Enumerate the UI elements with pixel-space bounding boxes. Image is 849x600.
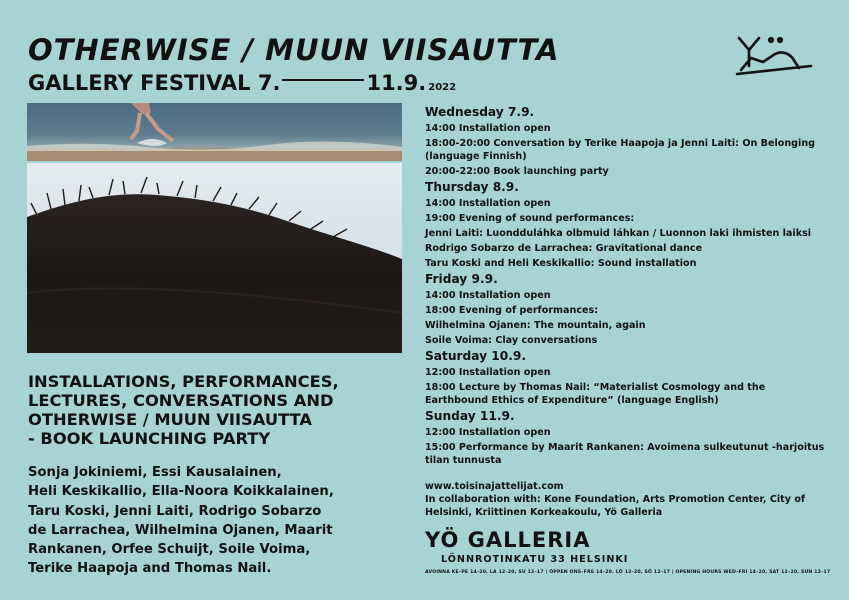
beach-runner-photo (27, 103, 402, 161)
schedule-event: Soile Voima: Clay conversations (425, 335, 598, 346)
date-range-dash (282, 79, 364, 81)
schedule-day (425, 348, 830, 407)
schedule-event: Rodrigo Sobarzo de Larrachea: Gravitational dance (425, 243, 703, 254)
day-heading: Saturday 10.9. (425, 349, 526, 364)
subtitle-end: 11.9. (366, 71, 427, 95)
schedule-day (425, 408, 830, 467)
schedule-event: 14:00 Installation open (425, 198, 551, 209)
opening-hours: AVOINNA KE–PE 14–20, LA 12–20, SU 12–17 | ÖPPEN ONS–FRE 14–20, LÖ 12–20, SÖ 12–17 | OPENING HOURS WED–FRI 14–20, SAT 12–20, SUN 12–17 (425, 570, 831, 575)
website-link[interactable]: www.toisinajattelijat.com (425, 481, 564, 492)
subtitle-year: 2022 (428, 82, 457, 93)
day-heading: Thursday 8.9. (425, 180, 519, 195)
schedule-event: 20:00-22:00 Book launching party (425, 166, 609, 177)
schedule-event: 12:00 Installation open (425, 427, 551, 439)
subtitle-start: GALLERY FESTIVAL 7. (28, 71, 281, 95)
schedule-event: 18:00-20:00 Conversation by Terike Haapoja ja Jenni Laiti: On Belonging (language Finnish) (425, 137, 816, 162)
day-heading: Friday 9.9. (425, 272, 498, 287)
yo-galleria-logo-icon (733, 32, 813, 78)
schedule-day (425, 104, 830, 178)
schedule-day (425, 271, 830, 347)
schedule-event: Jenni Laiti: Luondduláhka olbmuid láhkan / Luonnon laki ihmisten laiksi (425, 228, 812, 239)
schedule-event: 15:00 Performance by Maarit Rankanen: Avoimena sulkeutunut -harjoitus tilan tunnusta (425, 442, 825, 467)
contact-info (425, 480, 835, 519)
schedule-event: Wilhelmina Ojanen: The mountain, again (425, 320, 646, 331)
schedule-event: 12:00 Installation open (425, 367, 551, 378)
horse-mane-photo (27, 163, 402, 353)
artist-list: Sonja Jokiniemi, Essi Kausalainen, Heli Keskikallio, Ella-Noora Koikkalainen, Taru Koski, Jenni Laiti, Rodrigo Sobarzo de Larrachea, Wilhelmina Ojanen, Maarit Rankanen, Orfee Schuijt, Soile Voima, Terike Haapoja and Thomas Nail. (28, 465, 334, 577)
schedule-event: 19:00 Evening of sound performances: (425, 213, 635, 224)
festival-title: OTHERWISE / MUUN VIISAUTTA (28, 33, 560, 67)
schedule-event: 14:00 Installation open (425, 290, 551, 301)
day-heading: Sunday 11.9. (425, 409, 515, 424)
program-headline: INSTALLATIONS, PERFORMANCES, LECTURES, CONVERSATIONS AND OTHERWISE / MUUN VIISAUTTA - BOOK LAUNCHING PARTY (28, 372, 339, 448)
schedule-day (425, 179, 830, 270)
festival-subtitle (28, 70, 456, 101)
festival-schedule (425, 103, 830, 468)
schedule-event: 18:00 Lecture by Thomas Nail: “Materialist Cosmology and the Earthbound Ethics of Expenditure” (language English) (425, 382, 766, 407)
schedule-event: Taru Koski and Heli Keskikallio: Sound installation (425, 258, 697, 269)
gallery-name: YÖ GALLERIA (425, 528, 591, 552)
schedule-event: 14:00 Installation open (425, 122, 551, 134)
gallery-address: LÖNNROTINKATU 33 HELSINKI (441, 554, 629, 565)
collaboration-credits: In collaboration with: Kone Foundation, Arts Promotion Center, City of Helsinki, Kriittinen Korkeakoulu, Yö Galleria (425, 494, 806, 518)
day-heading: Wednesday 7.9. (425, 105, 535, 119)
schedule-event: 18:00 Evening of performances: (425, 305, 599, 316)
